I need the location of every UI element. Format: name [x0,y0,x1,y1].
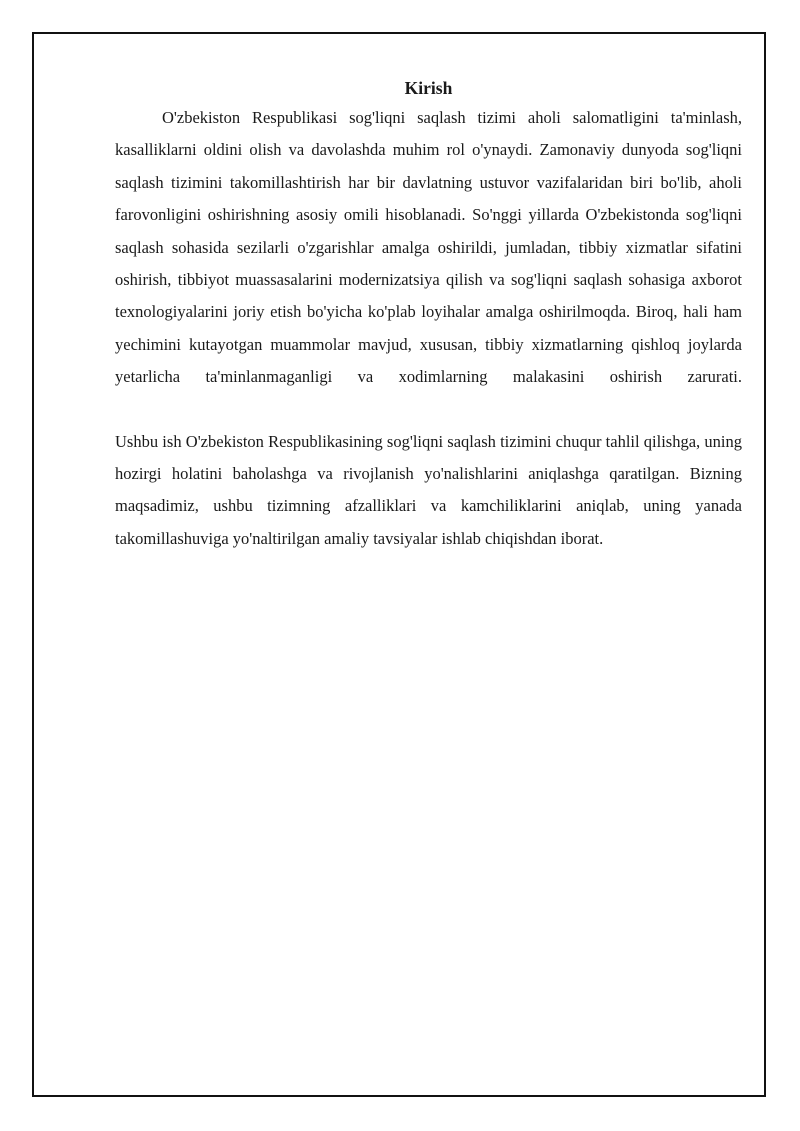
paragraph-aim: Ushbu ish O'zbekiston Respublikasining sog'liqni saqlash tizimini chuqur tahlil qilishga, uning hozirgi holatini baholashga va rivojlanish yo'nalishlarini aniqlashga qaratilgan. Bizning maqsadimiz, ushbu tizimning afzalliklari va kamchiliklarini aniqlab, uning yanada takomillashuviga yo'naltirilgan amaliy tavsiyalar ishlab chiqishdan iborat. [115,431,742,548]
document-title: Kirish [404,78,453,98]
paragraph-gap [115,394,742,426]
paragraph-intro: O'zbekiston Respublikasi sog'liqni saqlash tizimi aholi salomatligini ta'minlash, kasalliklarni oldini olish va davolashda muhim rol o'ynaydi. Zamonaviy dunyoda sog'liqni saqlash tizimini takomillashtirish har bir davlatning ustuvor vazifalaridan biri bo'lib, aholi farovonligini oshirishning asosiy omili hisoblanadi. So'nggi yillarda O'zbekistonda sog'liqni saqlash sohasida sezilarli o'zgarishlar amalga oshirildi, jumladan, tibbiy xizmatlar sifatini oshirish, tibbiyot muassasalarini modernizatsiya qilish va sog'liqni saqlash sohasiga axborot texnologiyalarini joriy etish bo'yicha ko'plab loyihalar amalga oshirilmoqda. Biroq, hali ham yechimini kutayotgan muammolar mavjud, xususan, tibbiy xizmatlarning qishloq joylarda yetarlicha ta'minlanmaganligi va xodimlarning malakasini oshirish zarurati. [115,108,742,387]
document-body [115,74,742,555]
